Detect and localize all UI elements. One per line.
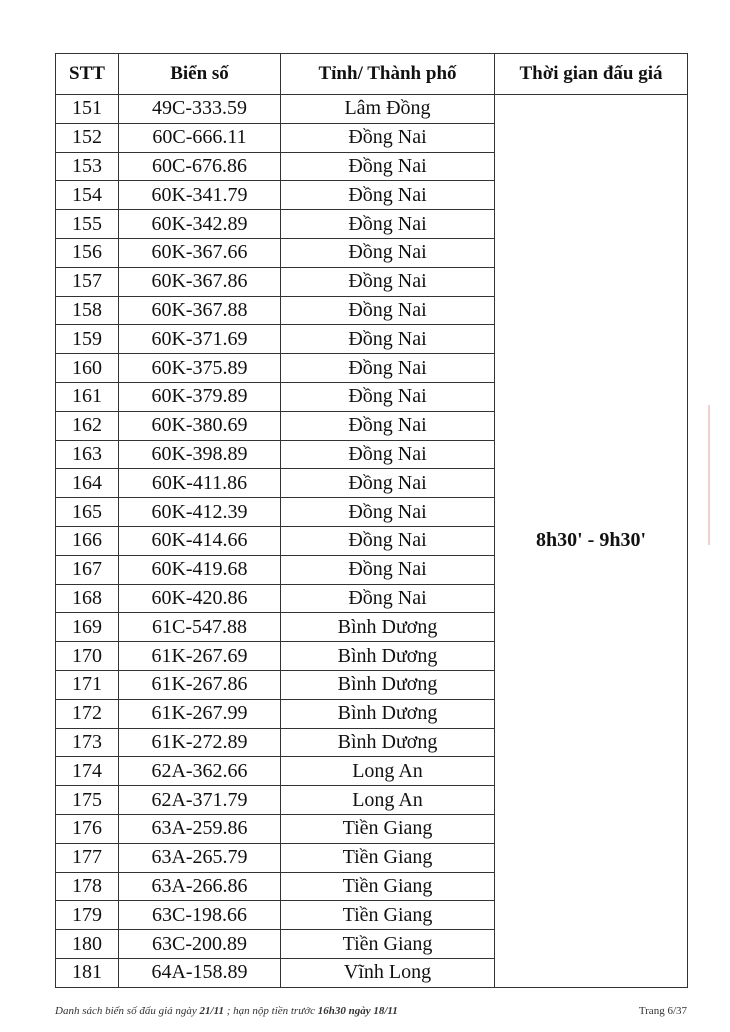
header-province: Tỉnh/ Thành phố <box>281 54 495 95</box>
header-time: Thời gian đấu giá <box>495 54 688 95</box>
cell-stt: 171 <box>56 670 119 699</box>
cell-plate: 63A-266.86 <box>119 872 281 901</box>
cell-province: Đồng Nai <box>281 210 495 239</box>
cell-province: Tiền Giang <box>281 814 495 843</box>
cell-stt: 181 <box>56 958 119 987</box>
cell-stt: 156 <box>56 238 119 267</box>
cell-province: Đồng Nai <box>281 296 495 325</box>
cell-province: Lâm Đồng <box>281 95 495 124</box>
cell-plate: 60C-676.86 <box>119 152 281 181</box>
cell-province: Đồng Nai <box>281 469 495 498</box>
cell-stt: 155 <box>56 210 119 239</box>
cell-plate: 60K-367.86 <box>119 267 281 296</box>
cell-stt: 167 <box>56 555 119 584</box>
cell-plate: 60K-367.66 <box>119 238 281 267</box>
cell-stt: 162 <box>56 411 119 440</box>
cell-province: Đồng Nai <box>281 123 495 152</box>
header-plate: Biển số <box>119 54 281 95</box>
cell-province: Đồng Nai <box>281 325 495 354</box>
cell-stt: 152 <box>56 123 119 152</box>
cell-stt: 153 <box>56 152 119 181</box>
cell-province: Đồng Nai <box>281 555 495 584</box>
cell-stt: 177 <box>56 843 119 872</box>
cell-province: Bình Dương <box>281 670 495 699</box>
plate-table <box>55 53 688 988</box>
footer-middle: ; hạn nộp tiền trước <box>226 1005 315 1017</box>
cell-plate: 61K-267.86 <box>119 670 281 699</box>
cell-province: Long An <box>281 757 495 786</box>
cell-plate: 60K-341.79 <box>119 181 281 210</box>
cell-plate: 60K-380.69 <box>119 411 281 440</box>
cell-province: Đồng Nai <box>281 411 495 440</box>
header-stt: STT <box>56 54 119 95</box>
cell-plate: 49C-333.59 <box>119 95 281 124</box>
cell-province: Đồng Nai <box>281 440 495 469</box>
cell-plate: 60K-342.89 <box>119 210 281 239</box>
cell-stt: 174 <box>56 757 119 786</box>
cell-plate: 60K-367.88 <box>119 296 281 325</box>
cell-stt: 179 <box>56 901 119 930</box>
cell-stt: 170 <box>56 642 119 671</box>
cell-stt: 157 <box>56 267 119 296</box>
cell-province: Bình Dương <box>281 728 495 757</box>
cell-stt: 163 <box>56 440 119 469</box>
cell-plate: 60K-411.86 <box>119 469 281 498</box>
cell-stt: 161 <box>56 382 119 411</box>
table-row <box>56 95 688 124</box>
cell-province: Đồng Nai <box>281 238 495 267</box>
cell-province: Tiền Giang <box>281 843 495 872</box>
cell-plate: 60K-419.68 <box>119 555 281 584</box>
cell-plate: 63A-265.79 <box>119 843 281 872</box>
cell-province: Đồng Nai <box>281 354 495 383</box>
footer-deadline: 16h30 ngày 18/11 <box>317 1005 398 1017</box>
cell-plate: 63A-259.86 <box>119 814 281 843</box>
footer-date: 21/11 <box>199 1005 224 1017</box>
cell-stt: 176 <box>56 814 119 843</box>
cell-stt: 160 <box>56 354 119 383</box>
cell-plate: 61K-267.69 <box>119 642 281 671</box>
cell-stt: 165 <box>56 498 119 527</box>
cell-plate: 63C-198.66 <box>119 901 281 930</box>
cell-stt: 159 <box>56 325 119 354</box>
cell-auction-time: 8h30' - 9h30' <box>495 95 688 988</box>
cell-province: Đồng Nai <box>281 584 495 613</box>
cell-province: Đồng Nai <box>281 526 495 555</box>
cell-plate: 60K-414.66 <box>119 526 281 555</box>
cell-province: Long An <box>281 786 495 815</box>
cell-province: Bình Dương <box>281 642 495 671</box>
cell-stt: 169 <box>56 613 119 642</box>
cell-province: Đồng Nai <box>281 181 495 210</box>
cell-plate: 63C-200.89 <box>119 930 281 959</box>
cell-stt: 164 <box>56 469 119 498</box>
cell-province: Bình Dương <box>281 613 495 642</box>
cell-province: Bình Dương <box>281 699 495 728</box>
cell-plate: 64A-158.89 <box>119 958 281 987</box>
cell-province: Đồng Nai <box>281 382 495 411</box>
cell-plate: 60K-375.89 <box>119 354 281 383</box>
cell-plate: 60K-398.89 <box>119 440 281 469</box>
footer-prefix: Danh sách biển số đấu giá ngày <box>55 1005 197 1017</box>
cell-stt: 172 <box>56 699 119 728</box>
cell-province: Đồng Nai <box>281 498 495 527</box>
cell-stt: 180 <box>56 930 119 959</box>
cell-province: Tiền Giang <box>281 872 495 901</box>
table-body <box>56 95 688 988</box>
cell-stt: 154 <box>56 181 119 210</box>
cell-province: Tiền Giang <box>281 930 495 959</box>
cell-province: Tiền Giang <box>281 901 495 930</box>
cell-plate: 62A-362.66 <box>119 757 281 786</box>
cell-stt: 178 <box>56 872 119 901</box>
cell-stt: 158 <box>56 296 119 325</box>
cell-stt: 168 <box>56 584 119 613</box>
table-header-row <box>56 54 688 95</box>
cell-plate: 61C-547.88 <box>119 613 281 642</box>
cell-plate: 60C-666.11 <box>119 123 281 152</box>
cell-plate: 60K-371.69 <box>119 325 281 354</box>
cell-plate: 62A-371.79 <box>119 786 281 815</box>
cell-stt: 173 <box>56 728 119 757</box>
cell-plate: 61K-272.89 <box>119 728 281 757</box>
page-footer <box>55 1005 687 1017</box>
cell-province: Đồng Nai <box>281 267 495 296</box>
cell-plate: 60K-412.39 <box>119 498 281 527</box>
cell-plate: 60K-420.86 <box>119 584 281 613</box>
stamp-mark <box>708 405 728 545</box>
page-number: Trang 6/37 <box>638 1005 687 1017</box>
cell-province: Đồng Nai <box>281 152 495 181</box>
cell-stt: 151 <box>56 95 119 124</box>
cell-stt: 175 <box>56 786 119 815</box>
cell-plate: 60K-379.89 <box>119 382 281 411</box>
cell-province: Vĩnh Long <box>281 958 495 987</box>
cell-plate: 61K-267.99 <box>119 699 281 728</box>
cell-stt: 166 <box>56 526 119 555</box>
